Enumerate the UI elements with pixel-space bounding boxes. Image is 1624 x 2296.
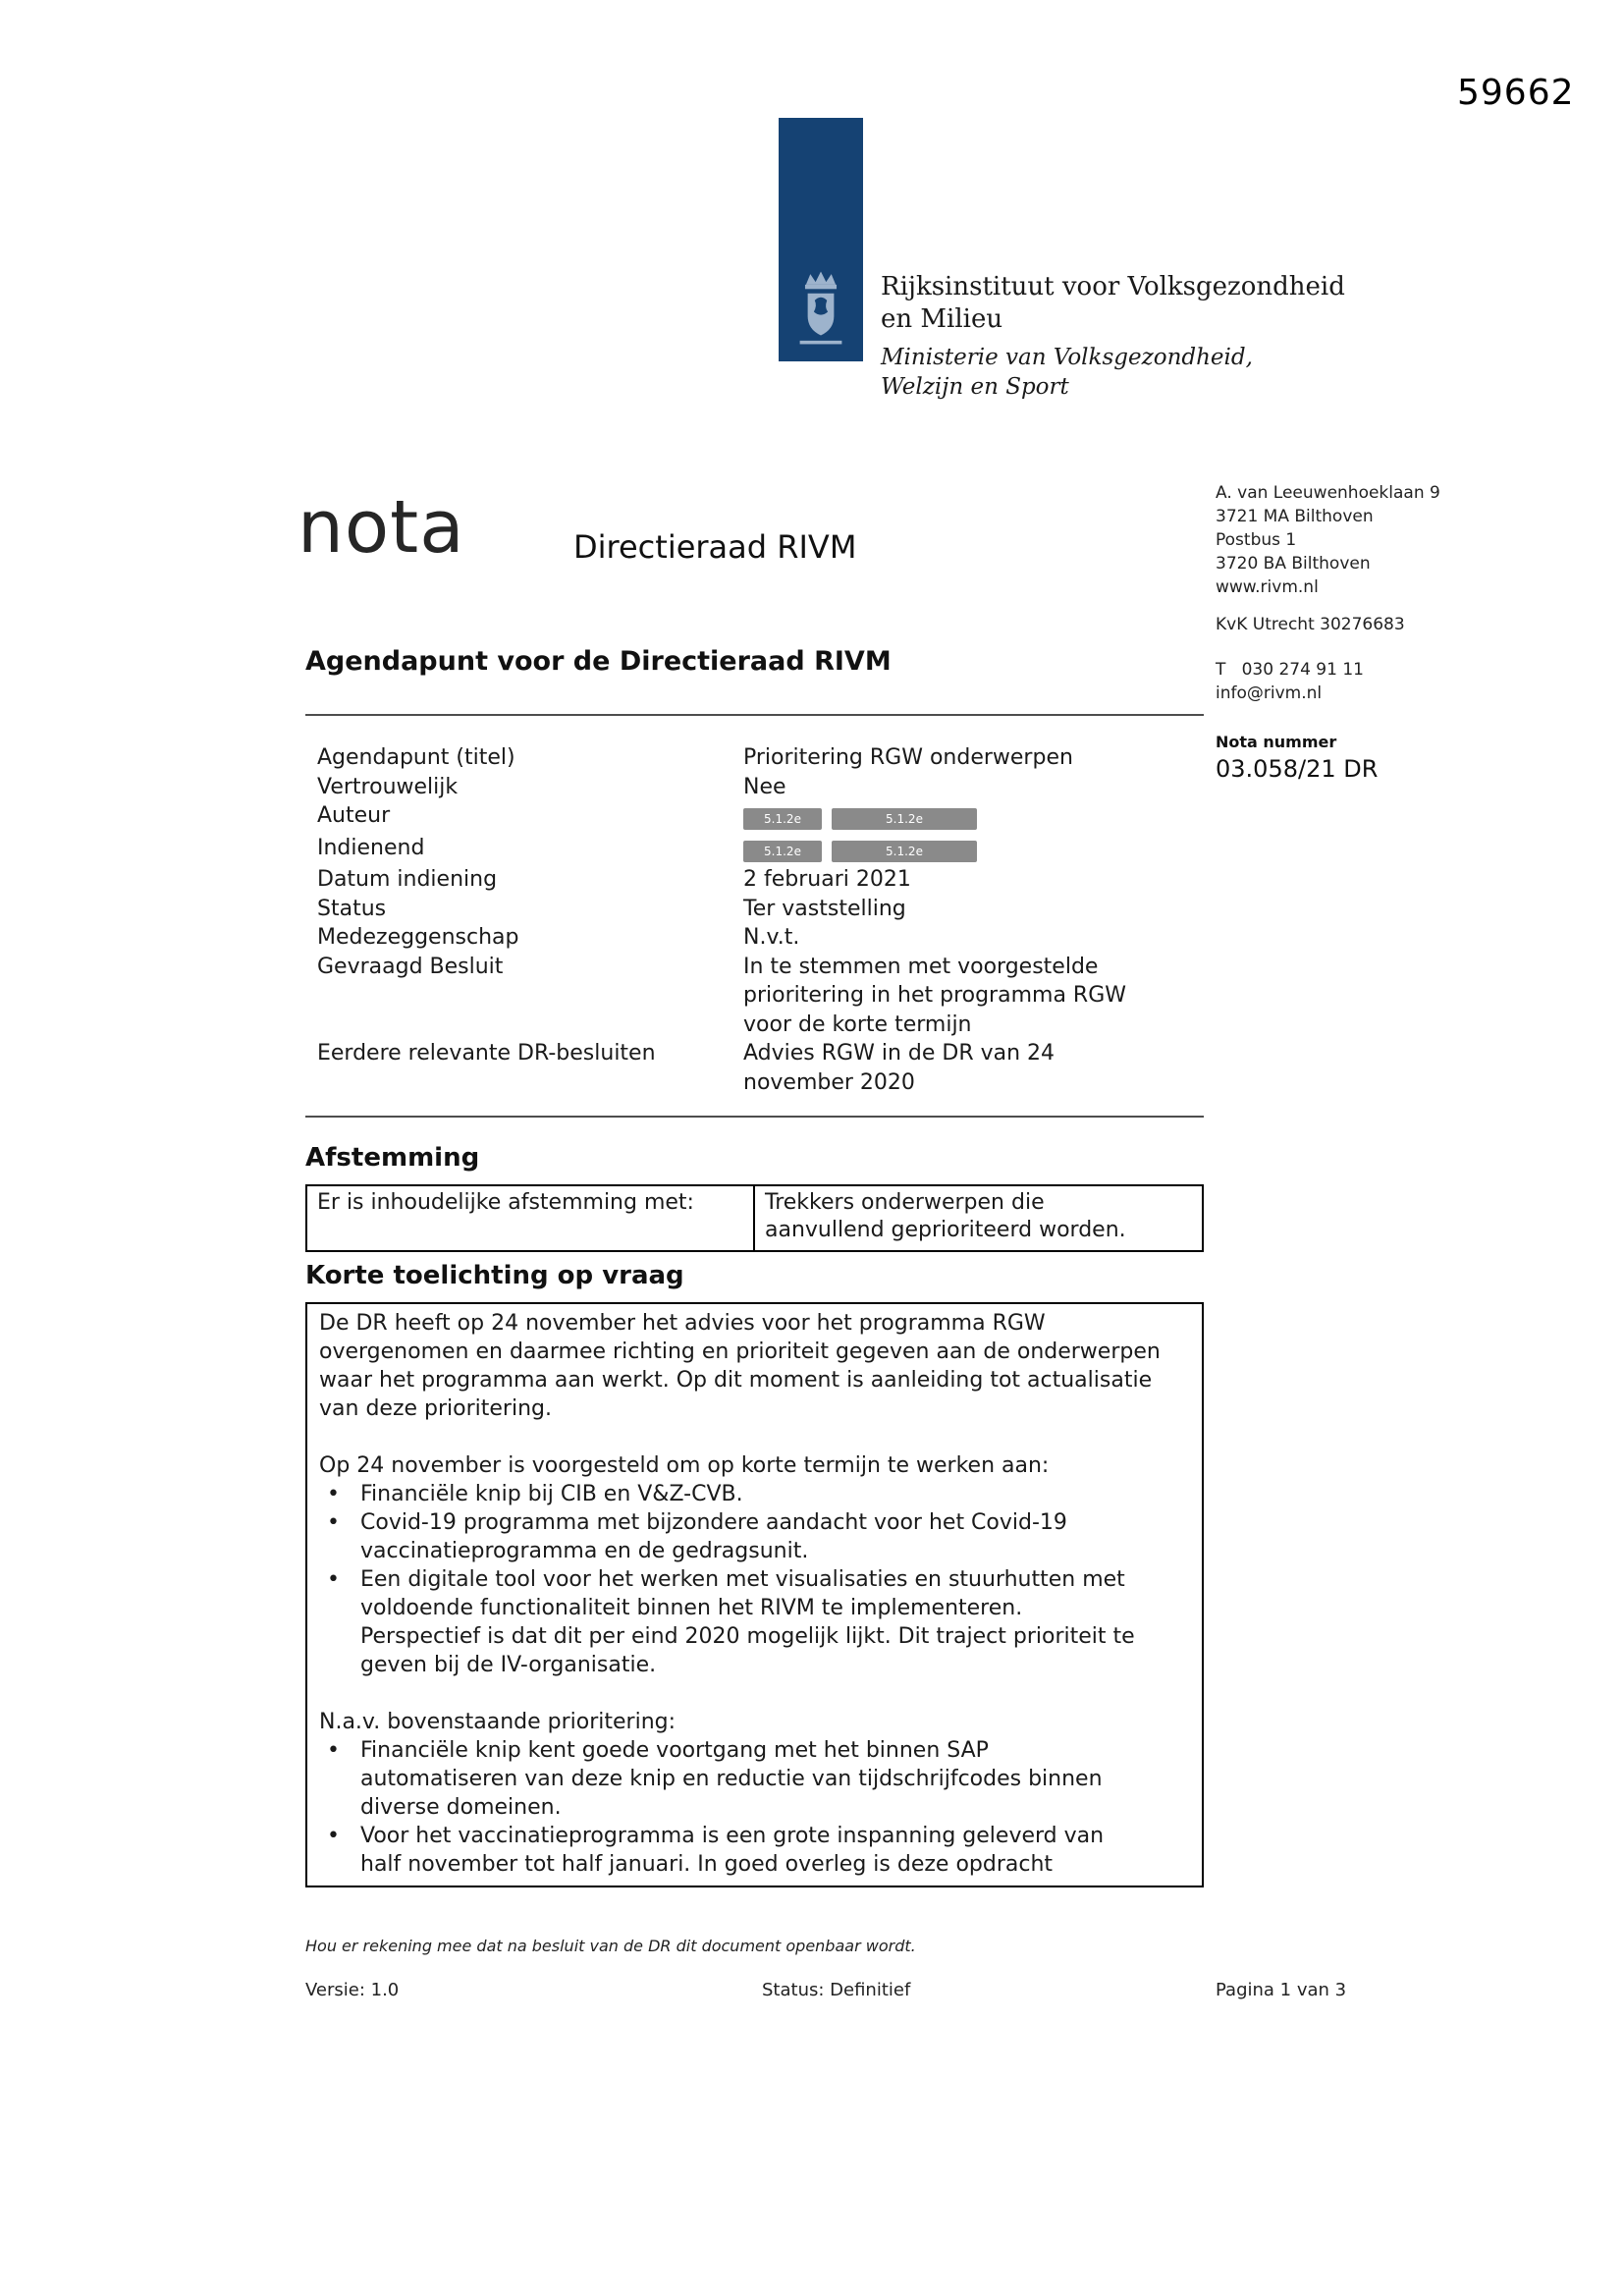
field-label: Medezeggenschap <box>317 925 519 950</box>
field-row <box>305 923 1204 953</box>
bullet-text: Covid-19 programma met bijzondere aandacht voor het Covid-19 vaccinatieprogramma en de gedragsunit. <box>360 1510 1067 1563</box>
field-value: Ter vaststelling <box>743 896 906 921</box>
list-item <box>319 1508 1175 1565</box>
field-label: Auteur <box>317 803 391 828</box>
field-row <box>305 773 1204 802</box>
agenda-heading: Agendapunt voor de Directieraad RIVM <box>305 646 892 677</box>
bullet-text: Voor het vaccinatieprogramma is een grote inspanning geleverd van half november tot half januari. In goed overleg is deze opdracht <box>360 1824 1105 1877</box>
logo-ministry-line: Ministerie van Volksgezondheid, <box>881 345 1253 370</box>
rijksoverheid-logo-banner <box>779 118 863 361</box>
doc-number: 59662 <box>1457 73 1575 113</box>
list-item <box>319 1822 1175 1879</box>
afstemming-table <box>305 1184 1204 1252</box>
field-label: Indienend <box>317 835 425 860</box>
bullet-text: Financiële knip bij CIB en V&Z-CVB. <box>360 1482 743 1506</box>
address-line: Postbus 1 <box>1216 530 1297 550</box>
address-line: 3720 BA Bilthoven <box>1216 554 1371 574</box>
field-label: Vertrouwelijk <box>317 774 459 799</box>
toelichting-intro: N.a.v. bovenstaande prioritering: <box>319 1710 677 1734</box>
bullet-icon: • <box>327 1482 340 1506</box>
field-value: Nee <box>743 774 786 799</box>
list-item <box>319 1565 1175 1679</box>
redaction-block: 5.1.2e <box>743 808 822 830</box>
doc-type-title: nota <box>298 485 465 570</box>
logo-org-name <box>881 271 1345 336</box>
redaction-block: 5.1.2e <box>743 841 822 862</box>
logo-ministry-name <box>881 343 1345 402</box>
bullet-icon: • <box>327 1510 340 1535</box>
email-address: info@rivm.nl <box>1216 683 1323 703</box>
logo-org-line: Rijksinstituut voor Volksgezondheid <box>881 272 1345 301</box>
list-item <box>319 1480 1175 1508</box>
afstemming-left-cell: Er is inhoudelijke afstemming met: <box>317 1190 694 1215</box>
field-label: Status <box>317 896 387 921</box>
nota-number: 03.058/21 DR <box>1216 755 1379 783</box>
field-label: Gevraagd Besluit <box>317 954 504 979</box>
afstemming-right-cell <box>753 1186 1202 1250</box>
nota-number-label: Nota nummer <box>1216 733 1337 751</box>
field-row <box>305 743 1204 773</box>
field-label: Eerdere relevante DR-besluiten <box>317 1041 656 1066</box>
bullet-icon: • <box>327 1824 340 1848</box>
logo-wordmark <box>881 271 1345 402</box>
contact-block <box>1216 481 1540 781</box>
phone-number: T 030 274 91 11 <box>1216 660 1364 680</box>
kvk-number: KvK Utrecht 30276683 <box>1216 615 1405 634</box>
toelichting-box <box>305 1302 1204 1887</box>
logo-org-line: en Milieu <box>881 304 1003 334</box>
toelichting-intro: Op 24 november is voorgesteld om op korte termijn te werken aan: <box>319 1453 1050 1478</box>
list-item <box>319 1736 1175 1822</box>
board-title: Directieraad RIVM <box>573 528 857 566</box>
public-disclosure-note: Hou er rekening mee dat na besluit van de DR dit document openbaar wordt. <box>305 1937 916 1955</box>
field-row <box>305 895 1204 924</box>
page-number-text: Pagina 1 van 3 <box>1216 1980 1347 2000</box>
field-row <box>305 865 1204 895</box>
field-row <box>305 834 1204 866</box>
field-value: Prioritering RGW onderwerpen <box>743 745 1073 770</box>
agenda-fields <box>305 743 1204 1097</box>
toelichting-heading: Korte toelichting op vraag <box>305 1261 684 1290</box>
field-value: Advies RGW in de DR van 24 november 2020 <box>743 1041 1056 1095</box>
website-text: www.rivm.nl <box>1216 577 1319 597</box>
toelichting-paragraph: De DR heeft op 24 november het advies voor het programma RGW overgenomen en daarmee richting en prioriteit gegeven aan de onderwerpen waar het programma aan werkt. Op dit moment is aanleiding tot actualisatie van deze prioritering. <box>319 1311 1161 1421</box>
address-line: A. van Leeuwenhoeklaan 9 <box>1216 483 1440 503</box>
bullet-icon: • <box>327 1567 340 1592</box>
coat-of-arms-icon <box>794 267 847 348</box>
field-label: Datum indiening <box>317 867 498 892</box>
status-text: Status: Definitief <box>762 1980 911 2000</box>
field-row <box>305 953 1204 1040</box>
field-value: 2 februari 2021 <box>743 867 911 892</box>
afstemming-right-text: Trekkers onderwerpen die aanvullend geprioriteerd worden. <box>765 1190 1126 1242</box>
logo-ministry-line: Welzijn en Sport <box>881 374 1069 400</box>
version-text: Versie: 1.0 <box>305 1980 400 2000</box>
field-row <box>305 1039 1204 1097</box>
field-value: In te stemmen met voorgestelde prioritering in het programma RGW voor de korte termijn <box>743 954 1127 1037</box>
redaction-block: 5.1.2e <box>832 841 977 862</box>
redaction-block: 5.1.2e <box>832 808 977 830</box>
divider-line <box>305 1116 1204 1118</box>
bullet-text: Financiële knip kent goede voortgang met het binnen SAP automatiseren van deze knip en reductie van tijdschrijfcodes binnen diverse domeinen. <box>360 1738 1103 1820</box>
bullet-text: Een digitale tool voor het werken met visualisaties en stuurhutten met voldoende functionaliteit binnen het RIVM te implementeren. Perspectief is dat dit per eind 2020 mogelijk lijkt. Dit traject prioriteit te geven bij de IV-organisatie. <box>360 1567 1135 1677</box>
redacted-value <box>743 834 1156 866</box>
redacted-value <box>743 801 1156 834</box>
afstemming-heading: Afstemming <box>305 1143 480 1173</box>
field-value: N.v.t. <box>743 925 800 950</box>
field-label: Agendapunt (titel) <box>317 745 515 770</box>
bullet-icon: • <box>327 1738 340 1763</box>
divider-line <box>305 714 1204 716</box>
address-line: 3721 MA Bilthoven <box>1216 507 1374 526</box>
field-row <box>305 801 1204 834</box>
